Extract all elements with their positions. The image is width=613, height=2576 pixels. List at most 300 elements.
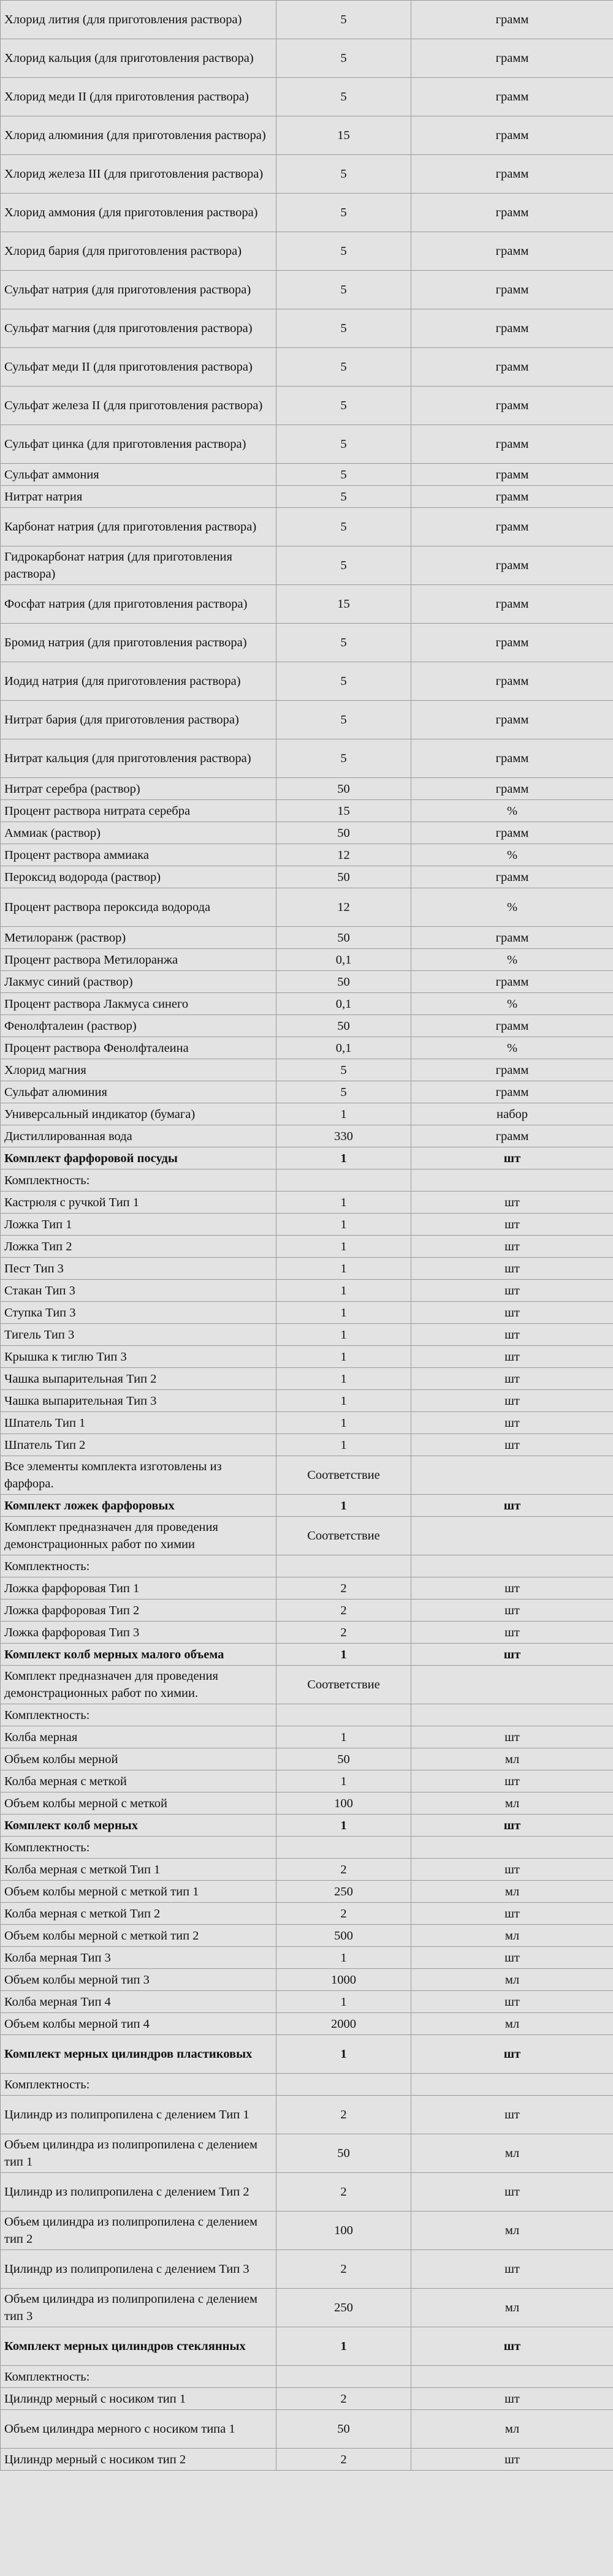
table-row: [1, 1555, 613, 1577]
cell-unit: грамм: [411, 546, 613, 585]
cell-name: Колба мерная Тип 4: [1, 1991, 276, 2013]
cell-unit: мл: [411, 2212, 613, 2250]
table-row: [1, 78, 613, 116]
cell-unit: грамм: [411, 739, 613, 778]
cell-unit: грамм: [411, 1, 613, 39]
cell-name: Фосфат натрия (для приготовления раствора): [1, 585, 276, 624]
cell-name: Процент раствора аммиака: [1, 844, 276, 866]
table-row: [1, 2327, 613, 2366]
table-row: [1, 508, 613, 546]
table-row: [1, 2212, 613, 2250]
cell-name: Комплект колб мерных малого объема: [1, 1644, 276, 1666]
cell-name: Объем колбы мерной тип 4: [1, 2013, 276, 2035]
cell-unit: грамм: [411, 1125, 613, 1147]
table-row: [1, 778, 613, 800]
cell-unit: %: [411, 993, 613, 1015]
cell-name: Шпатель Тип 1: [1, 1412, 276, 1434]
cell-name: Пест Тип 3: [1, 1258, 276, 1280]
cell-quantity: 50: [276, 2134, 411, 2173]
cell-name: Хлорид бария (для приготовления раствора): [1, 232, 276, 271]
cell-name: Объем цилиндра из полипропилена с делением тип 1: [1, 2134, 276, 2173]
cell-name: Бромид натрия (для приготовления раствора): [1, 624, 276, 662]
cell-unit: шт: [411, 1214, 613, 1236]
cell-unit: шт: [411, 1770, 613, 1792]
cell-quantity: [276, 1169, 411, 1192]
cell-quantity: 5: [276, 1059, 411, 1081]
cell-unit: шт: [411, 2327, 613, 2366]
cell-name: Комплект мерных цилиндров стеклянных: [1, 2327, 276, 2366]
cell-quantity: 100: [276, 1792, 411, 1815]
table-row: [1, 1103, 613, 1125]
cell-quantity: 5: [276, 508, 411, 546]
cell-name: Нитрат бария (для приготовления раствора): [1, 701, 276, 739]
cell-name: Комплект предназначен для проведения демонстрационных работ по химии: [1, 1517, 276, 1555]
cell-unit: грамм: [411, 822, 613, 844]
cell-quantity: Соответствие: [276, 1517, 411, 1555]
table-row: [1, 2013, 613, 2035]
cell-name: Колба мерная с меткой: [1, 1770, 276, 1792]
cell-unit: шт: [411, 1346, 613, 1368]
cell-unit: грамм: [411, 387, 613, 425]
cell-quantity: 15: [276, 800, 411, 822]
cell-unit: грамм: [411, 271, 613, 309]
cell-quantity: 5: [276, 425, 411, 464]
table-row: [1, 348, 613, 387]
cell-quantity: 1: [276, 1947, 411, 1969]
cell-name: Аммиак (раствор): [1, 822, 276, 844]
cell-name: Фенолфталеин (раствор): [1, 1015, 276, 1037]
cell-unit: грамм: [411, 486, 613, 508]
cell-name: Хлорид кальция (для приготовления раствора): [1, 39, 276, 78]
table-row: [1, 866, 613, 888]
cell-quantity: 2: [276, 2096, 411, 2134]
cell-quantity: 250: [276, 1881, 411, 1903]
cell-name: Нитрат натрия: [1, 486, 276, 508]
table-row: [1, 739, 613, 778]
cell-unit: грамм: [411, 425, 613, 464]
table-row: [1, 232, 613, 271]
cell-unit: мл: [411, 2410, 613, 2449]
table-row: [1, 888, 613, 927]
cell-name: Колба мерная с меткой Тип 1: [1, 1859, 276, 1881]
table-row: [1, 2289, 613, 2327]
cell-unit: [411, 1837, 613, 1859]
table-row: [1, 155, 613, 194]
cell-quantity: 5: [276, 546, 411, 585]
cell-unit: шт: [411, 2173, 613, 2212]
cell-quantity: 12: [276, 888, 411, 927]
cell-unit: шт: [411, 2096, 613, 2134]
cell-name: Сульфат натрия (для приготовления раствора): [1, 271, 276, 309]
cell-unit: шт: [411, 1434, 613, 1456]
table-row: [1, 1517, 613, 1555]
cell-quantity: 1: [276, 1214, 411, 1236]
cell-quantity: 5: [276, 39, 411, 78]
cell-name: Колба мерная Тип 3: [1, 1947, 276, 1969]
table-row: [1, 1815, 613, 1837]
table-row: [1, 1456, 613, 1495]
cell-quantity: 1: [276, 1103, 411, 1125]
cell-quantity: 5: [276, 194, 411, 232]
cell-quantity: 5: [276, 348, 411, 387]
table-row: [1, 1214, 613, 1236]
table-row: [1, 1059, 613, 1081]
cell-quantity: 2: [276, 2388, 411, 2410]
cell-name: Комплект предназначен для проведения демонстрационных работ по химии.: [1, 1666, 276, 1704]
cell-name: Комплект фарфоровой посуды: [1, 1147, 276, 1169]
cell-name: Сульфат железа II (для приготовления раствора): [1, 387, 276, 425]
table-row: [1, 662, 613, 701]
table-row: [1, 1302, 613, 1324]
cell-name: Комплект колб мерных: [1, 1815, 276, 1837]
cell-quantity: 5: [276, 232, 411, 271]
cell-quantity: 1: [276, 1346, 411, 1368]
cell-name: Ложка Тип 2: [1, 1236, 276, 1258]
cell-quantity: 50: [276, 2410, 411, 2449]
cell-name: Метилоранж (раствор): [1, 927, 276, 949]
table-row: [1, 464, 613, 486]
cell-name: Процент раствора Метилоранжа: [1, 949, 276, 971]
cell-unit: [411, 1704, 613, 1726]
cell-quantity: 0,1: [276, 1037, 411, 1059]
cell-unit: [411, 1456, 613, 1495]
table-row: [1, 1881, 613, 1903]
cell-name: Колба мерная: [1, 1726, 276, 1748]
cell-unit: шт: [411, 1368, 613, 1390]
cell-quantity: 2: [276, 1622, 411, 1644]
table-row: [1, 1258, 613, 1280]
cell-quantity: 50: [276, 971, 411, 993]
table-row: [1, 1368, 613, 1390]
cell-name: Хлорид лития (для приготовления раствора): [1, 1, 276, 39]
table-row: [1, 993, 613, 1015]
cell-quantity: 1: [276, 1368, 411, 1390]
cell-quantity: 5: [276, 464, 411, 486]
table-row: [1, 971, 613, 993]
cell-unit: грамм: [411, 78, 613, 116]
cell-unit: [411, 1666, 613, 1704]
cell-unit: шт: [411, 1412, 613, 1434]
cell-name: Комплектность:: [1, 2366, 276, 2388]
table-row: [1, 1991, 613, 2013]
cell-name: Чашка выпарительная Тип 2: [1, 1368, 276, 1390]
cell-quantity: 1: [276, 1495, 411, 1517]
cell-name: Ложка фарфоровая Тип 3: [1, 1622, 276, 1644]
table-row: [1, 486, 613, 508]
cell-unit: шт: [411, 1390, 613, 1412]
cell-unit: грамм: [411, 464, 613, 486]
cell-quantity: 1: [276, 2327, 411, 2366]
cell-quantity: 2: [276, 1600, 411, 1622]
table-row: [1, 1666, 613, 1704]
table-body: [1, 1, 613, 2471]
table-row: [1, 1412, 613, 1434]
cell-name: Объем колбы мерной тип 3: [1, 1969, 276, 1991]
table-row: [1, 1925, 613, 1947]
cell-name: Объем колбы мерной: [1, 1748, 276, 1770]
cell-unit: шт: [411, 1859, 613, 1881]
cell-name: Иодид натрия (для приготовления раствора): [1, 662, 276, 701]
table-row: [1, 624, 613, 662]
cell-quantity: 330: [276, 1125, 411, 1147]
cell-unit: мл: [411, 2013, 613, 2035]
cell-quantity: 5: [276, 309, 411, 348]
cell-quantity: 250: [276, 2289, 411, 2327]
cell-quantity: 5: [276, 662, 411, 701]
cell-quantity: 1: [276, 1390, 411, 1412]
cell-name: Карбонат натрия (для приготовления раствора): [1, 508, 276, 546]
cell-unit: шт: [411, 1192, 613, 1214]
table-row: [1, 116, 613, 155]
cell-name: Хлорид меди II (для приготовления раствора): [1, 78, 276, 116]
cell-unit: шт: [411, 1147, 613, 1169]
cell-quantity: 5: [276, 486, 411, 508]
cell-unit: %: [411, 949, 613, 971]
cell-name: Крышка к тиглю Тип 3: [1, 1346, 276, 1368]
cell-quantity: 5: [276, 155, 411, 194]
cell-name: Сульфат меди II (для приготовления раствора): [1, 348, 276, 387]
cell-unit: шт: [411, 1600, 613, 1622]
cell-unit: шт: [411, 1577, 613, 1600]
cell-quantity: 5: [276, 739, 411, 778]
table-row: [1, 1600, 613, 1622]
cell-name: Пероксид водорода (раствор): [1, 866, 276, 888]
cell-name: Процент раствора Лакмуса синего: [1, 993, 276, 1015]
cell-quantity: 100: [276, 2212, 411, 2250]
cell-name: Комплектность:: [1, 2074, 276, 2096]
cell-quantity: 1: [276, 1644, 411, 1666]
cell-name: Хлорид железа III (для приготовления раствора): [1, 155, 276, 194]
cell-unit: шт: [411, 1726, 613, 1748]
cell-name: Комплектность:: [1, 1704, 276, 1726]
cell-name: Все элементы комплекта изготовлены из фарфора.: [1, 1456, 276, 1495]
cell-unit: грамм: [411, 927, 613, 949]
table-row: [1, 1622, 613, 1644]
cell-unit: шт: [411, 2250, 613, 2289]
cell-unit: грамм: [411, 116, 613, 155]
cell-quantity: 2: [276, 2173, 411, 2212]
cell-unit: грамм: [411, 585, 613, 624]
table-row: [1, 1390, 613, 1412]
cell-unit: грамм: [411, 1081, 613, 1103]
cell-quantity: 1: [276, 1726, 411, 1748]
cell-unit: шт: [411, 1947, 613, 1969]
cell-quantity: Соответствие: [276, 1456, 411, 1495]
table-row: [1, 387, 613, 425]
table-row: [1, 1748, 613, 1770]
cell-quantity: 50: [276, 778, 411, 800]
cell-name: Процент раствора Фенолфталеина: [1, 1037, 276, 1059]
cell-name: Стакан Тип 3: [1, 1280, 276, 1302]
cell-quantity: 5: [276, 701, 411, 739]
cell-name: Комплектность:: [1, 1555, 276, 1577]
cell-quantity: 5: [276, 78, 411, 116]
cell-name: Цилиндр из полипропилена с делением Тип 1: [1, 2096, 276, 2134]
cell-quantity: 1: [276, 2035, 411, 2074]
cell-quantity: 0,1: [276, 949, 411, 971]
table-row: [1, 39, 613, 78]
cell-quantity: 1: [276, 1815, 411, 1837]
table-row: [1, 1015, 613, 1037]
table-row: [1, 800, 613, 822]
table-row: [1, 1147, 613, 1169]
table-row: [1, 1837, 613, 1859]
cell-name: Ступка Тип 3: [1, 1302, 276, 1324]
cell-quantity: 1: [276, 1324, 411, 1346]
table-row: [1, 425, 613, 464]
cell-unit: грамм: [411, 624, 613, 662]
cell-quantity: [276, 2366, 411, 2388]
cell-quantity: [276, 1704, 411, 1726]
cell-quantity: 50: [276, 1748, 411, 1770]
cell-name: Ложка фарфоровая Тип 1: [1, 1577, 276, 1600]
cell-unit: грамм: [411, 866, 613, 888]
cell-unit: шт: [411, 2035, 613, 2074]
cell-name: Нитрат серебра (раствор): [1, 778, 276, 800]
cell-quantity: 1: [276, 1236, 411, 1258]
table-row: [1, 1577, 613, 1600]
cell-quantity: [276, 1837, 411, 1859]
cell-quantity: 1000: [276, 1969, 411, 1991]
cell-unit: грамм: [411, 778, 613, 800]
cell-name: Процент раствора нитрата серебра: [1, 800, 276, 822]
cell-quantity: 0,1: [276, 993, 411, 1015]
cell-unit: %: [411, 844, 613, 866]
cell-unit: [411, 1555, 613, 1577]
table-row: [1, 1947, 613, 1969]
table-row: [1, 1236, 613, 1258]
cell-name: Чашка выпарительная Тип 3: [1, 1390, 276, 1412]
cell-unit: грамм: [411, 1059, 613, 1081]
cell-unit: набор: [411, 1103, 613, 1125]
table-row: [1, 1704, 613, 1726]
cell-name: Сульфат аммония: [1, 464, 276, 486]
cell-unit: шт: [411, 1991, 613, 2013]
cell-unit: грамм: [411, 39, 613, 78]
cell-quantity: 1: [276, 1302, 411, 1324]
cell-unit: [411, 2074, 613, 2096]
cell-quantity: 12: [276, 844, 411, 866]
cell-quantity: 1: [276, 1192, 411, 1214]
cell-name: Хлорид алюминия (для приготовления раствора): [1, 116, 276, 155]
cell-name: Хлорид магния: [1, 1059, 276, 1081]
table-row: [1, 822, 613, 844]
cell-name: Процент раствора пероксида водорода: [1, 888, 276, 927]
cell-unit: мл: [411, 1925, 613, 1947]
cell-name: Объем цилиндра мерного с носиком типа 1: [1, 2410, 276, 2449]
cell-quantity: Соответствие: [276, 1666, 411, 1704]
cell-unit: мл: [411, 1969, 613, 1991]
table-row: [1, 585, 613, 624]
cell-name: Сульфат алюминия: [1, 1081, 276, 1103]
table-row: [1, 2074, 613, 2096]
table-row: [1, 309, 613, 348]
cell-unit: [411, 1517, 613, 1555]
cell-name: Гидрокарбонат натрия (для приготовления раствора): [1, 546, 276, 585]
cell-unit: %: [411, 1037, 613, 1059]
table-row: [1, 1037, 613, 1059]
cell-unit: шт: [411, 1622, 613, 1644]
cell-quantity: 15: [276, 585, 411, 624]
cell-unit: грамм: [411, 232, 613, 271]
cell-name: Объем колбы мерной с меткой тип 1: [1, 1881, 276, 1903]
cell-name: Тигель Тип 3: [1, 1324, 276, 1346]
cell-quantity: 50: [276, 866, 411, 888]
cell-quantity: 5: [276, 1081, 411, 1103]
cell-unit: грамм: [411, 971, 613, 993]
cell-name: Хлорид аммония (для приготовления раствора): [1, 194, 276, 232]
cell-unit: грамм: [411, 348, 613, 387]
cell-unit: шт: [411, 2388, 613, 2410]
table-row: [1, 927, 613, 949]
cell-quantity: 5: [276, 624, 411, 662]
cell-name: Сульфат магния (для приготовления раствора): [1, 309, 276, 348]
cell-unit: грамм: [411, 194, 613, 232]
cell-name: Комплектность:: [1, 1837, 276, 1859]
cell-quantity: 5: [276, 271, 411, 309]
cell-name: Объем колбы мерной с меткой тип 2: [1, 1925, 276, 1947]
table-row: [1, 1169, 613, 1192]
table-row: [1, 2173, 613, 2212]
table-row: [1, 844, 613, 866]
cell-unit: мл: [411, 1748, 613, 1770]
table-row: [1, 1280, 613, 1302]
cell-unit: шт: [411, 1903, 613, 1925]
table-row: [1, 1346, 613, 1368]
cell-quantity: 2: [276, 2250, 411, 2289]
table-row: [1, 1770, 613, 1792]
table-row: [1, 2366, 613, 2388]
cell-name: Сульфат цинка (для приготовления раствора): [1, 425, 276, 464]
cell-name: Цилиндр из полипропилена с делением Тип 3: [1, 2250, 276, 2289]
cell-name: Объем цилиндра из полипропилена с делением тип 2: [1, 2212, 276, 2250]
cell-unit: [411, 2366, 613, 2388]
table-row: [1, 1081, 613, 1103]
cell-name: Цилиндр из полипропилена с делением Тип 2: [1, 2173, 276, 2212]
cell-name: Лакмус синий (раствор): [1, 971, 276, 993]
cell-unit: грамм: [411, 508, 613, 546]
table-row: [1, 1969, 613, 1991]
cell-unit: грамм: [411, 309, 613, 348]
cell-unit: мл: [411, 1792, 613, 1815]
table-row: [1, 1726, 613, 1748]
cell-name: Ложка фарфоровая Тип 2: [1, 1600, 276, 1622]
cell-unit: шт: [411, 1324, 613, 1346]
table-row: [1, 1495, 613, 1517]
cell-unit: шт: [411, 1302, 613, 1324]
cell-unit: грамм: [411, 1015, 613, 1037]
cell-unit: мл: [411, 2289, 613, 2327]
table-row: [1, 271, 613, 309]
cell-name: Колба мерная с меткой Тип 2: [1, 1903, 276, 1925]
cell-name: Комплект ложек фарфоровых: [1, 1495, 276, 1517]
cell-unit: грамм: [411, 155, 613, 194]
cell-unit: грамм: [411, 662, 613, 701]
cell-name: Комплектность:: [1, 1169, 276, 1192]
cell-unit: мл: [411, 2134, 613, 2173]
cell-quantity: 50: [276, 927, 411, 949]
table-row: [1, 546, 613, 585]
cell-unit: [411, 1169, 613, 1192]
table-row: [1, 701, 613, 739]
table-row: [1, 1903, 613, 1925]
table-row: [1, 1792, 613, 1815]
cell-unit: шт: [411, 1815, 613, 1837]
table-row: [1, 2250, 613, 2289]
cell-unit: грамм: [411, 701, 613, 739]
cell-quantity: [276, 2074, 411, 2096]
table-row: [1, 2134, 613, 2173]
